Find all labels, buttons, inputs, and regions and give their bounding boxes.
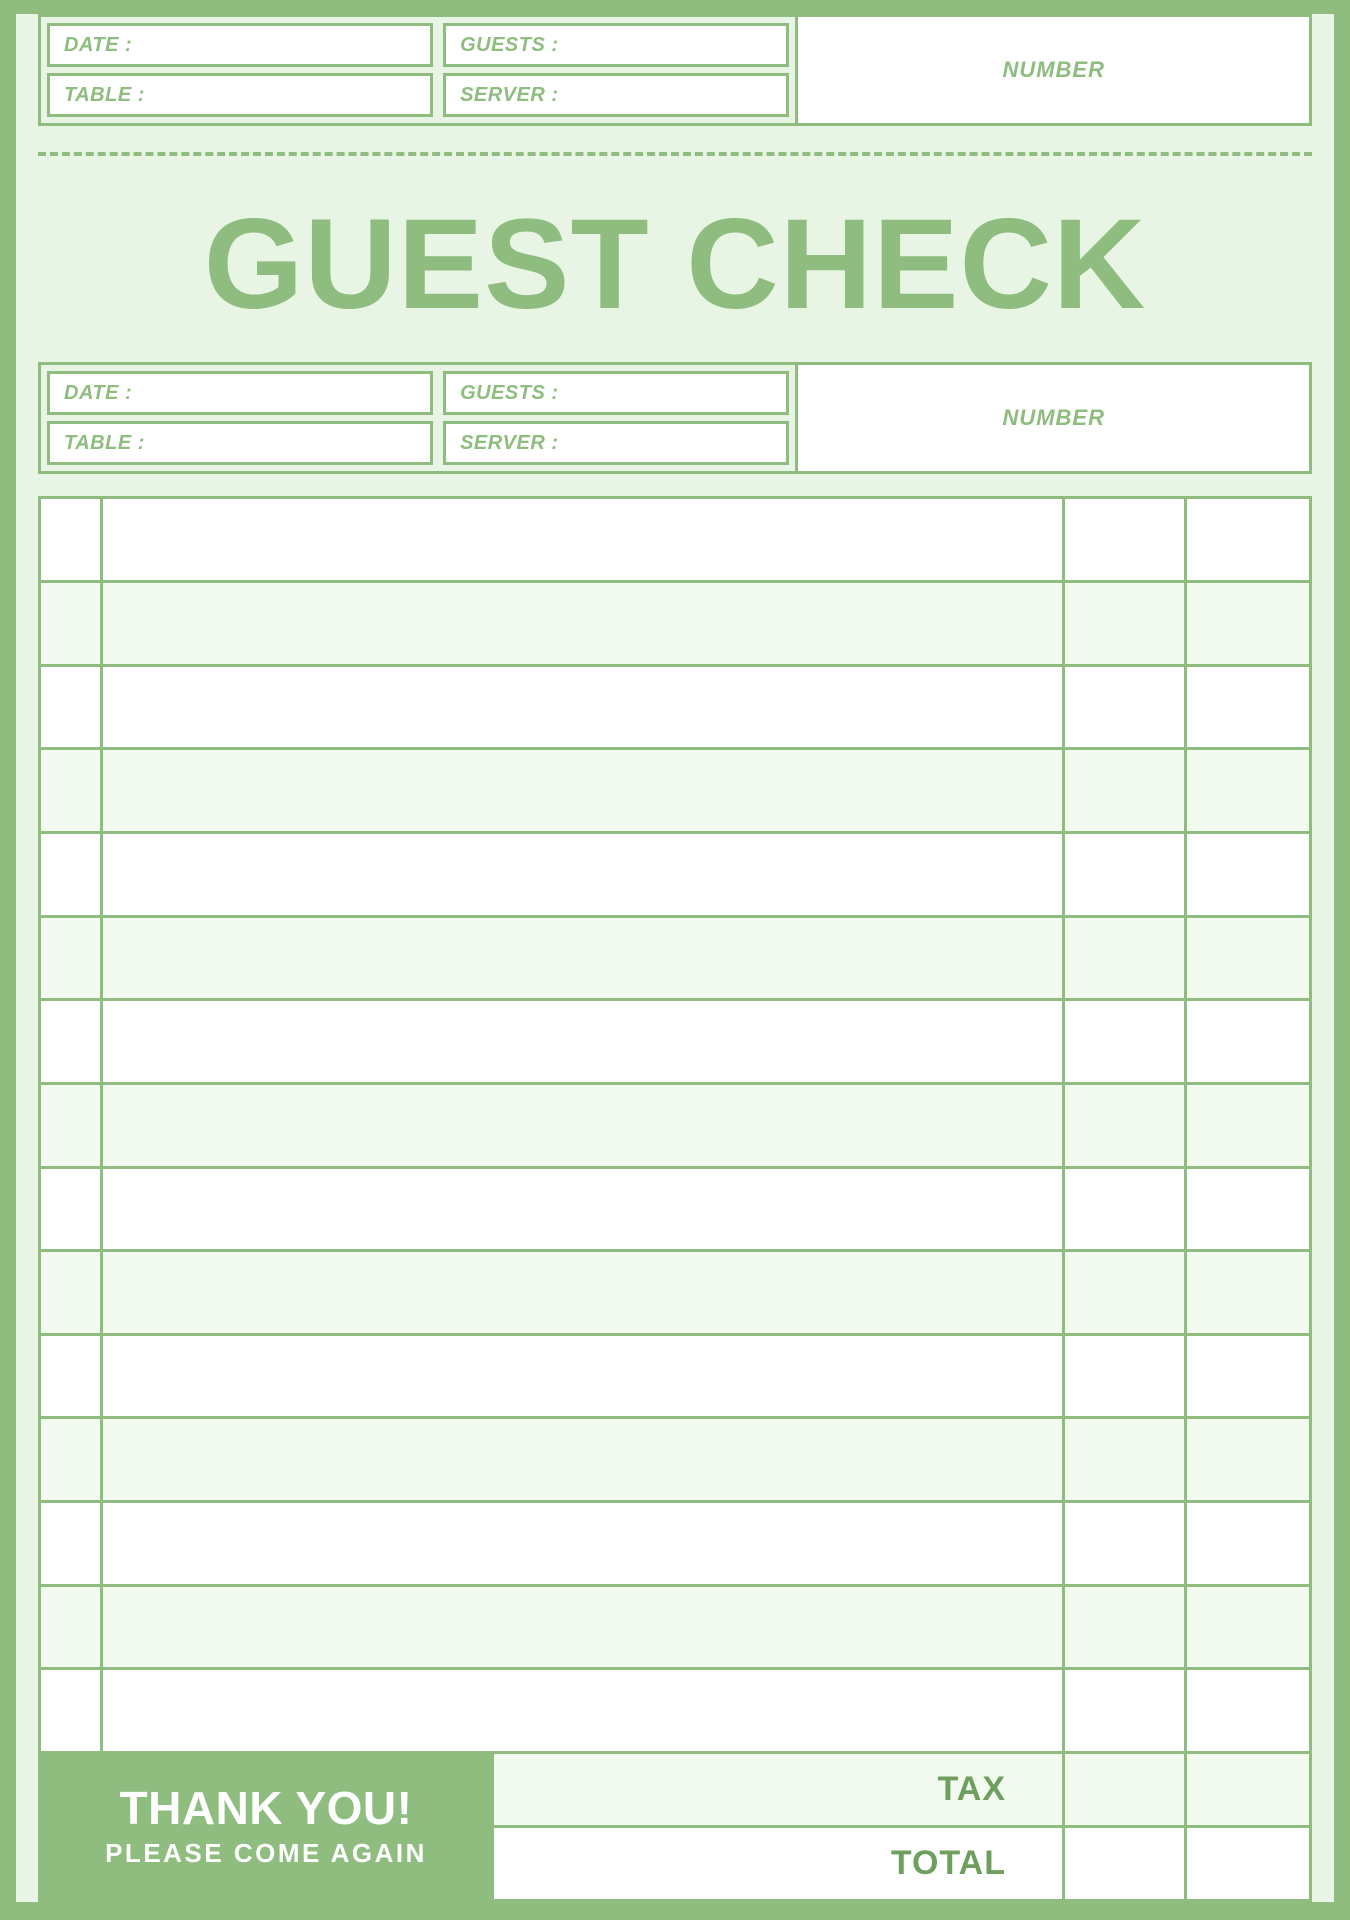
cell-cents[interactable] <box>1187 1587 1309 1668</box>
cell-amount[interactable] <box>1065 1085 1187 1166</box>
cell-cents[interactable] <box>1187 1419 1309 1500</box>
table-row[interactable] <box>41 834 1309 918</box>
cell-amount[interactable] <box>1065 750 1187 831</box>
cell-amount[interactable] <box>1065 667 1187 748</box>
cell-cents[interactable] <box>1187 750 1309 831</box>
thank-you-main-text: THANK YOU! <box>119 1781 413 1834</box>
cell-amount[interactable] <box>1065 1001 1187 1082</box>
tax-cents-box[interactable] <box>1187 1754 1309 1825</box>
total-cents-box[interactable] <box>1187 1828 1309 1899</box>
cell-description[interactable] <box>103 1587 1065 1668</box>
cell-cents[interactable] <box>1187 1169 1309 1250</box>
table-row[interactable] <box>41 1001 1309 1085</box>
table-row[interactable] <box>41 918 1309 1002</box>
cell-amount[interactable] <box>1065 1503 1187 1584</box>
page-title: GUEST CHECK <box>203 193 1147 336</box>
cell-description[interactable] <box>103 667 1065 748</box>
main-date-label: DATE : <box>64 381 133 404</box>
stub-server-label: SERVER : <box>460 83 559 106</box>
cell-amount[interactable] <box>1065 1336 1187 1417</box>
main-guests-field[interactable] <box>443 371 789 415</box>
cell-quantity[interactable] <box>41 750 103 831</box>
cell-amount[interactable] <box>1065 1252 1187 1333</box>
stub-number-label: NUMBER <box>1002 57 1105 82</box>
main-row-1 <box>47 371 789 415</box>
stub-guests-field[interactable] <box>443 23 789 67</box>
stub-server-field[interactable] <box>443 73 789 117</box>
cell-description[interactable] <box>103 1503 1065 1584</box>
main-guests-label: GUESTS : <box>460 381 559 404</box>
total-amount-box[interactable] <box>1065 1828 1187 1899</box>
table-row[interactable] <box>41 1419 1309 1503</box>
cell-description[interactable] <box>103 583 1065 664</box>
totals-column <box>491 1754 1309 1899</box>
cell-description[interactable] <box>103 1670 1065 1751</box>
cell-amount[interactable] <box>1065 1587 1187 1668</box>
cell-quantity[interactable] <box>41 1336 103 1417</box>
table-row[interactable] <box>41 1169 1309 1253</box>
main-table-field[interactable] <box>47 421 433 465</box>
cell-amount[interactable] <box>1065 583 1187 664</box>
cell-description[interactable] <box>103 750 1065 831</box>
cell-amount[interactable] <box>1065 1670 1187 1751</box>
tax-amount-box[interactable] <box>1065 1754 1187 1825</box>
stub-fields <box>41 17 795 123</box>
cell-cents[interactable] <box>1187 1085 1309 1166</box>
tax-label: TAX <box>494 1754 1065 1825</box>
line-items-table <box>38 496 1312 1754</box>
cell-description[interactable] <box>103 834 1065 915</box>
cell-amount[interactable] <box>1065 1419 1187 1500</box>
table-row[interactable] <box>41 1587 1309 1671</box>
cell-cents[interactable] <box>1187 1503 1309 1584</box>
stub-number-field[interactable] <box>795 17 1309 123</box>
table-row[interactable] <box>41 1085 1309 1169</box>
cell-cents[interactable] <box>1187 583 1309 664</box>
stub-row-1 <box>47 23 789 67</box>
cell-quantity[interactable] <box>41 834 103 915</box>
thank-you-sub-text: PLEASE COME AGAIN <box>105 1838 427 1869</box>
main-server-label: SERVER : <box>460 431 559 454</box>
cell-quantity[interactable] <box>41 499 103 580</box>
cell-quantity[interactable] <box>41 1419 103 1500</box>
table-row[interactable] <box>41 1252 1309 1336</box>
main-fields <box>41 365 795 471</box>
cell-amount[interactable] <box>1065 834 1187 915</box>
cell-description[interactable] <box>103 1252 1065 1333</box>
stub-table-field[interactable] <box>47 73 433 117</box>
cell-quantity[interactable] <box>41 1503 103 1584</box>
table-row[interactable] <box>41 583 1309 667</box>
cell-description[interactable] <box>103 1419 1065 1500</box>
cell-description[interactable] <box>103 918 1065 999</box>
cell-quantity[interactable] <box>41 1169 103 1250</box>
main-server-field[interactable] <box>443 421 789 465</box>
table-row[interactable] <box>41 1503 1309 1587</box>
main-table-label: TABLE : <box>64 431 145 454</box>
cell-quantity[interactable] <box>41 1587 103 1668</box>
cell-cents[interactable] <box>1187 834 1309 915</box>
main-row-2 <box>47 421 789 465</box>
cell-description[interactable] <box>103 499 1065 580</box>
cell-cents[interactable] <box>1187 1336 1309 1417</box>
cell-quantity[interactable] <box>41 1670 103 1751</box>
cell-amount[interactable] <box>1065 918 1187 999</box>
cell-description[interactable] <box>103 1336 1065 1417</box>
cell-cents[interactable] <box>1187 1670 1309 1751</box>
main-info-block <box>38 362 1312 474</box>
main-number-field[interactable] <box>795 365 1309 471</box>
footer-totals <box>38 1754 1312 1902</box>
table-row[interactable] <box>41 667 1309 751</box>
main-number-label: NUMBER <box>1002 405 1105 431</box>
stub-table-label: TABLE : <box>64 83 145 106</box>
cell-amount[interactable] <box>1065 1169 1187 1250</box>
tax-row[interactable] <box>494 1754 1309 1828</box>
table-row[interactable] <box>41 750 1309 834</box>
stub-guests-label: GUESTS : <box>460 33 559 56</box>
table-row[interactable] <box>41 499 1309 583</box>
cell-quantity[interactable] <box>41 1085 103 1166</box>
cell-quantity[interactable] <box>41 1001 103 1082</box>
cell-cents[interactable] <box>1187 499 1309 580</box>
cell-description[interactable] <box>103 1085 1065 1166</box>
stub-row-2 <box>47 73 789 117</box>
guest-check-sheet <box>16 14 1334 1902</box>
cell-cents[interactable] <box>1187 667 1309 748</box>
thank-you-banner <box>41 1754 491 1899</box>
main-date-field[interactable] <box>47 371 433 415</box>
stub-info-block <box>38 14 1312 126</box>
stub-date-label: DATE : <box>64 33 133 56</box>
perforation-line <box>38 152 1312 156</box>
cell-description[interactable] <box>103 1001 1065 1082</box>
cell-quantity[interactable] <box>41 1252 103 1333</box>
cell-cents[interactable] <box>1187 1252 1309 1333</box>
cell-cents[interactable] <box>1187 1001 1309 1082</box>
table-row[interactable] <box>41 1670 1309 1751</box>
cell-quantity[interactable] <box>41 918 103 999</box>
cell-amount[interactable] <box>1065 499 1187 580</box>
total-label: TOTAL <box>494 1828 1065 1899</box>
total-row[interactable] <box>494 1828 1309 1899</box>
cell-description[interactable] <box>103 1169 1065 1250</box>
cell-cents[interactable] <box>1187 918 1309 999</box>
cell-quantity[interactable] <box>41 667 103 748</box>
stub-date-field[interactable] <box>47 23 433 67</box>
cell-quantity[interactable] <box>41 583 103 664</box>
table-row[interactable] <box>41 1336 1309 1420</box>
